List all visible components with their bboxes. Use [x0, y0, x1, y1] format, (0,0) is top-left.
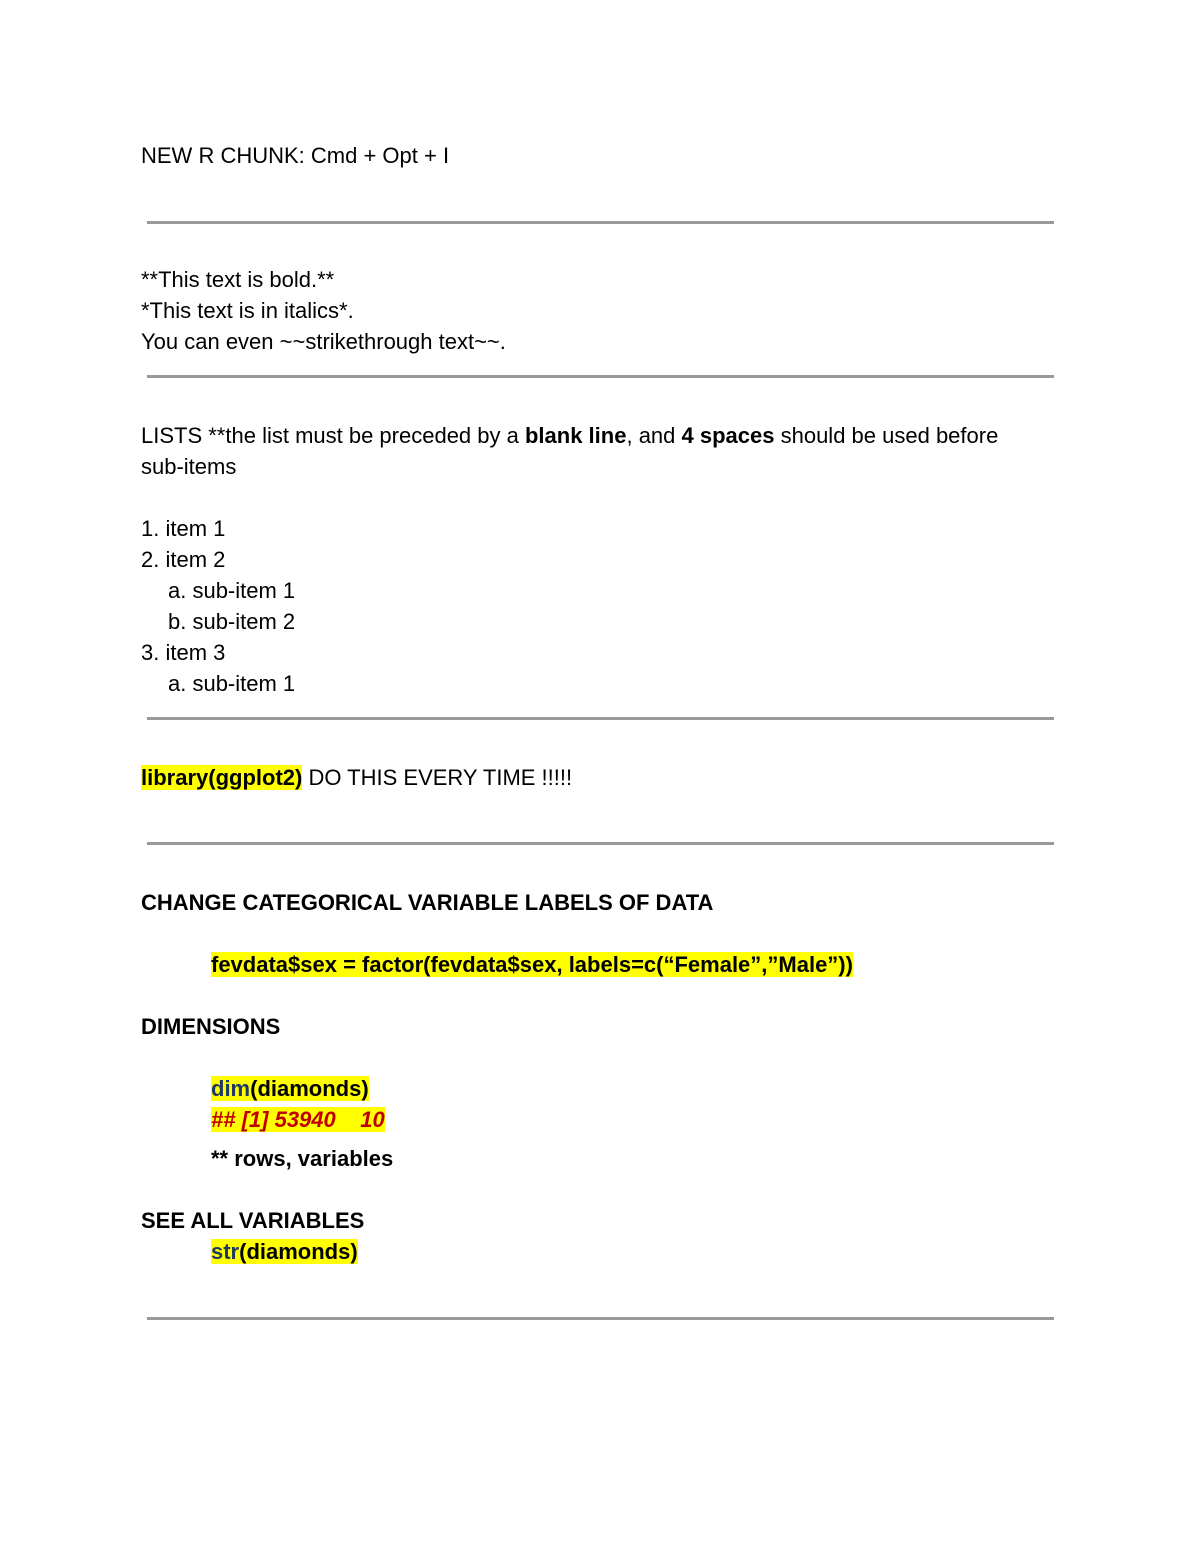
dim-note: ** rows, variables — [211, 1146, 394, 1171]
list-item: 2. item 2 — [141, 547, 226, 572]
divider-3 — [147, 717, 1054, 720]
variables-heading: SEE ALL VARIABLES — [141, 1208, 365, 1233]
list-item: 1. item 1 — [141, 516, 226, 541]
factor-code: fevdata$sex = factor(fevdata$sex, labels=c(“Female”,”Male”)) — [211, 952, 853, 977]
str-function-name: str — [211, 1239, 240, 1264]
dim-code-line — [211, 1076, 369, 1102]
list-sub-item: a. sub-item 1 — [168, 671, 296, 696]
list-item: 3. item 3 — [141, 640, 226, 665]
library-line — [141, 765, 572, 791]
lists-intro — [141, 423, 998, 449]
bold-example: **This text is bold.** — [141, 267, 335, 292]
list-sub-item: b. sub-item 2 — [168, 609, 296, 634]
divider-2 — [147, 375, 1054, 378]
library-code: library(ggplot2) — [141, 765, 303, 790]
dim-output: ## [1] 53940 10 — [211, 1107, 385, 1132]
lists-intro-four-spaces: 4 spaces — [681, 423, 775, 448]
str-code-line — [211, 1239, 358, 1265]
lists-intro-text-e: should be used before — [774, 423, 999, 448]
chunk-shortcut-heading: NEW R CHUNK: Cmd + Opt + I — [141, 143, 450, 168]
dim-code — [211, 1076, 369, 1101]
divider-5 — [147, 1317, 1054, 1320]
factor-code-line — [211, 952, 853, 978]
lists-intro-continued: sub-items — [141, 454, 237, 479]
library-note: DO THIS EVERY TIME !!!!! — [302, 765, 573, 790]
list-sub-item: a. sub-item 1 — [168, 578, 296, 603]
divider-4 — [147, 842, 1054, 845]
str-args: (diamonds) — [239, 1239, 358, 1264]
categorical-heading: CHANGE CATEGORICAL VARIABLE LABELS OF DATA — [141, 890, 714, 915]
dim-function-name: dim — [211, 1076, 251, 1101]
dim-output-line — [211, 1107, 385, 1133]
divider-1 — [147, 221, 1054, 224]
strikethrough-example: You can even ~~strikethrough text~~. — [141, 329, 506, 354]
str-code — [211, 1239, 358, 1264]
dimensions-heading: DIMENSIONS — [141, 1014, 281, 1039]
lists-intro-blank-line: blank line — [524, 423, 627, 448]
lists-intro-text-a: LISTS **the list must be preceded by a — [141, 423, 525, 448]
italic-example: *This text is in italics*. — [141, 298, 354, 323]
lists-intro-text-c: , and — [626, 423, 682, 448]
dim-args: (diamonds) — [250, 1076, 369, 1101]
